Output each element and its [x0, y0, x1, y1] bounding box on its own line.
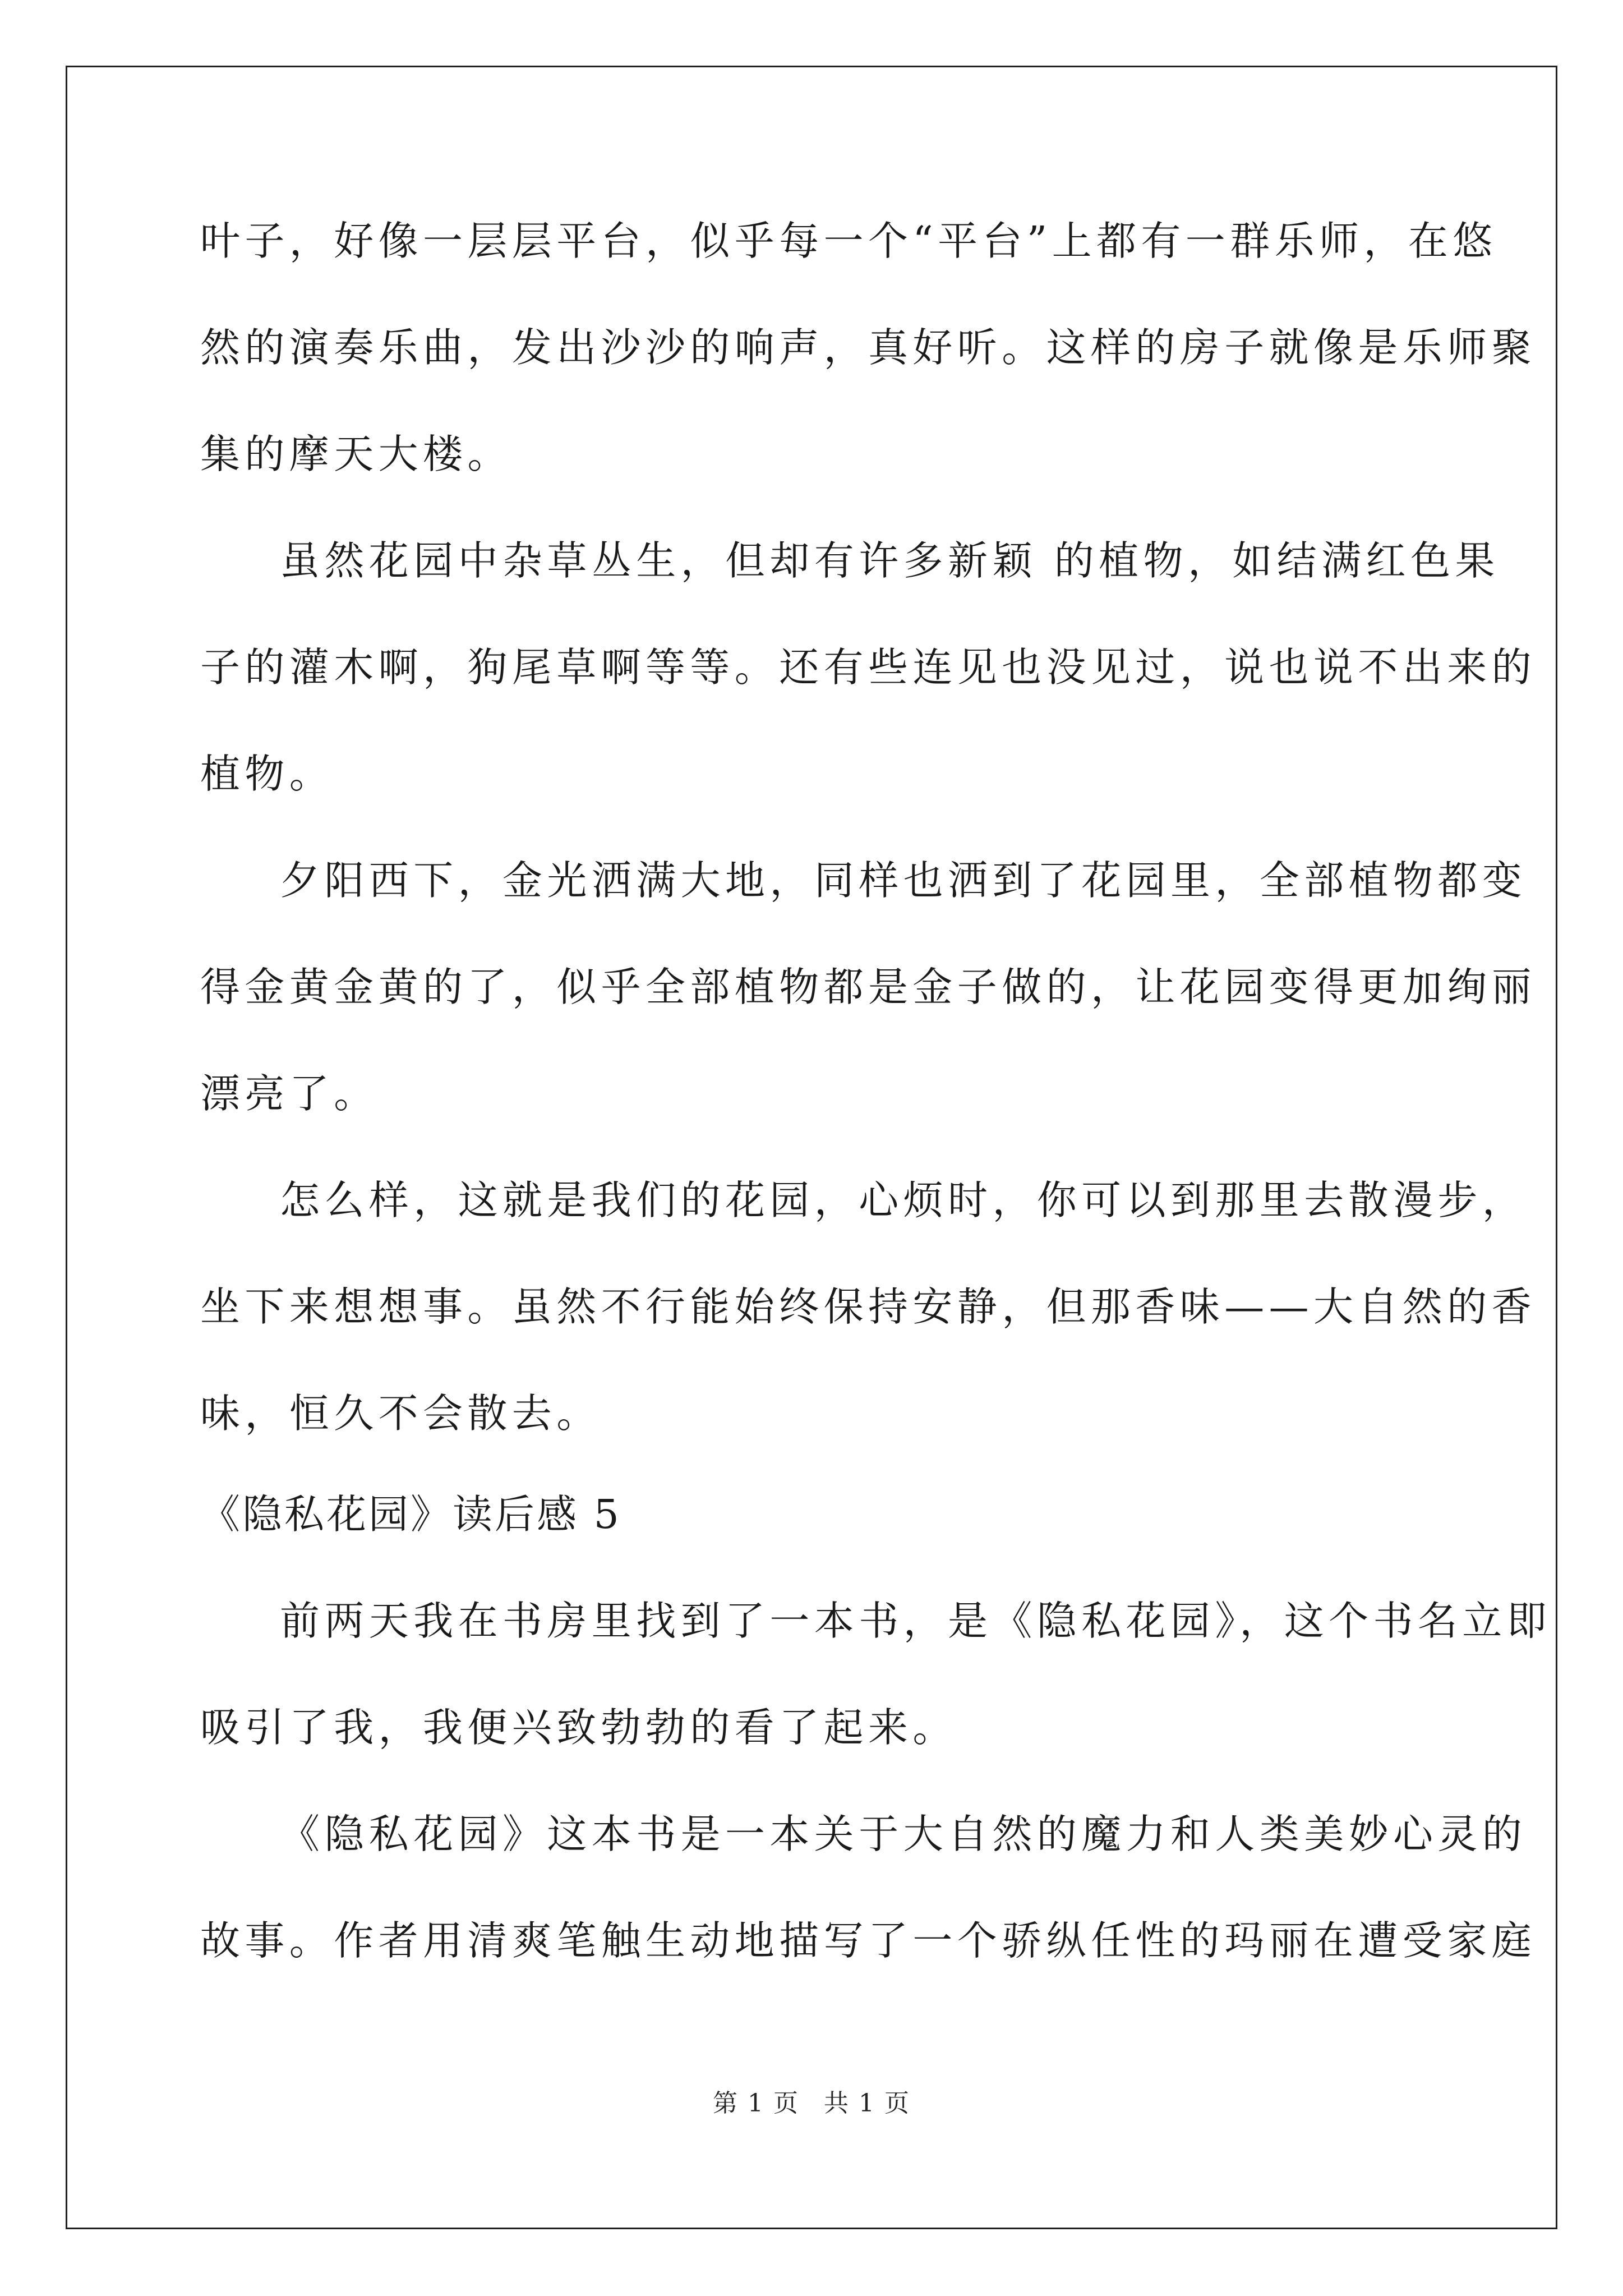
text-line: 然的演奏乐曲，发出沙沙的响声，真好听。这样的房子就像是乐师聚	[200, 324, 1537, 371]
page-total: 共 1 页	[824, 2089, 910, 2118]
section-heading: 《隐私花园》读后感 5	[200, 1491, 621, 1538]
text-line: 集的摩天大楼。	[200, 431, 512, 477]
text-line: 故事。作者用清爽笔触生动地描写了一个骄纵任性的玛丽在遭受家庭	[200, 1917, 1537, 1964]
text-line: 叶子，好像一层层平台，似乎每一个“平台”上都有一群乐师，在悠	[200, 218, 1497, 264]
paragraph-start: 夕阳西下，金光洒满大地，同样也洒到了花园里，全部植物都变	[280, 857, 1527, 904]
paragraph-start: 虽然花园中杂草丛生，但却有许多新颖 的植物，如结满红色果	[280, 537, 1500, 584]
page-number: 第 1 页	[713, 2089, 799, 2118]
paragraph-start: 前两天我在书房里找到了一本书，是《隐私花园》，这个书名立即	[280, 1598, 1552, 1644]
text-line: 植物。	[200, 751, 334, 797]
text-line: 得金黄金黄的了，似乎全部植物都是金子做的，让花园变得更加绚丽	[200, 964, 1537, 1010]
page-footer	[0, 2087, 1623, 2120]
text-line: 味，恒久不会散去。	[200, 1390, 601, 1437]
paragraph-start: 《隐私花园》这本书是一本关于大自然的魔力和人类美妙心灵的	[280, 1811, 1527, 1857]
text-line: 坐下来想想事。虽然不行能始终保持安静，但那香味——大自然的香	[200, 1283, 1537, 1330]
text-line: 子的灌木啊，狗尾草啊等等。还有些连见也没见过，说也说不出来的	[200, 644, 1537, 691]
text-line: 漂亮了。	[200, 1070, 379, 1117]
page-border	[66, 66, 1557, 2229]
text-line: 吸引了我，我便兴致勃勃的看了起来。	[200, 1704, 957, 1751]
paragraph-start: 怎么样，这就是我们的花园，心烦时，你可以到那里去散漫步，	[280, 1177, 1527, 1223]
